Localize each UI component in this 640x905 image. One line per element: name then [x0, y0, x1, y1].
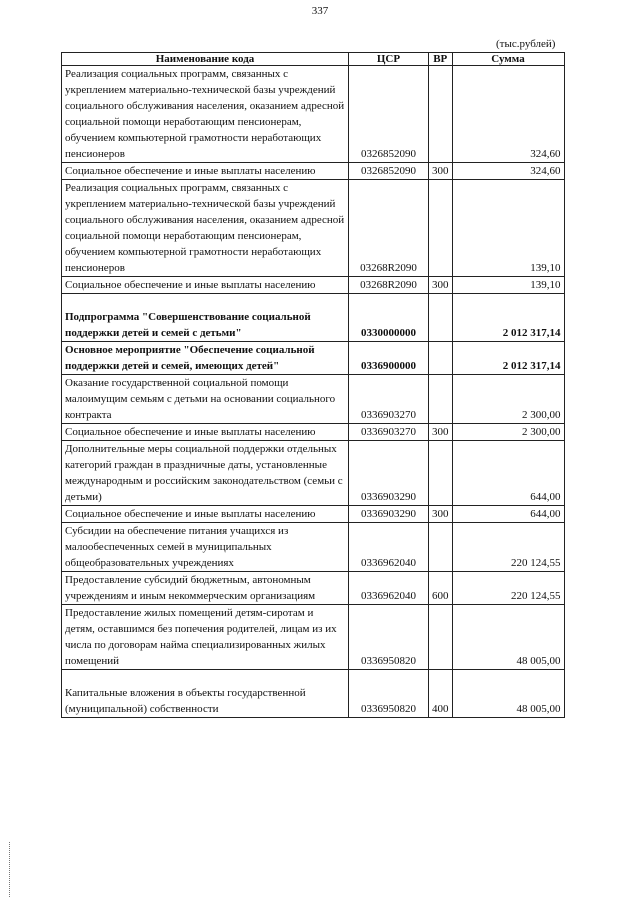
- row-name-cell: Субсидии на обеспечение питания учащихся из малообеспеченных семей в муниципальных общеобразовательных учреждениях: [62, 523, 349, 572]
- row-vr-cell: 400: [429, 670, 453, 718]
- row-name-cell: Социальное обеспечение и иные выплаты населению: [62, 163, 349, 180]
- row-sum-cell: 644,00: [452, 441, 564, 506]
- row-sum-cell: 2 012 317,14: [452, 294, 564, 342]
- row-csr-cell: 03268R2090: [349, 277, 429, 294]
- header-csr: ЦСР: [349, 53, 429, 66]
- table-row: [62, 342, 565, 375]
- row-name-cell: Социальное обеспечение и иные выплаты населению: [62, 424, 349, 441]
- row-vr-cell: 600: [429, 572, 453, 605]
- row-vr-cell: 300: [429, 163, 453, 180]
- table-row: [62, 670, 565, 718]
- row-csr-cell: 0326852090: [349, 163, 429, 180]
- header-sum: Сумма: [452, 53, 564, 66]
- row-vr-cell: [429, 66, 453, 163]
- row-csr-cell: 03268R2090: [349, 180, 429, 277]
- row-csr-cell: 0336950820: [349, 670, 429, 718]
- table-row: [62, 294, 565, 342]
- row-name-cell: Подпрограмма "Совершенствование социальной поддержки детей и семей с детьми": [62, 294, 349, 342]
- header-name: Наименование кода: [62, 53, 349, 66]
- row-name-cell: Капитальные вложения в объекты государственной (муниципальной) собственности: [62, 670, 349, 718]
- margin-mark: [9, 842, 11, 897]
- row-vr-cell: 300: [429, 277, 453, 294]
- row-name-cell: Предоставление жилых помещений детям-сиротам и детям, оставшимся без попечения родителей, лицам из их числа по договорам найма специализированных жилых помещений: [62, 605, 349, 670]
- row-csr-cell: 0336900000: [349, 342, 429, 375]
- row-csr-cell: 0336962040: [349, 572, 429, 605]
- budget-table: [61, 52, 565, 718]
- table-row: [62, 441, 565, 506]
- row-csr-cell: 0336950820: [349, 605, 429, 670]
- table-row: [62, 506, 565, 523]
- row-sum-cell: 48 005,00: [452, 605, 564, 670]
- row-vr-cell: [429, 342, 453, 375]
- table-body: [62, 66, 565, 718]
- row-sum-cell: 2 300,00: [452, 375, 564, 424]
- row-sum-cell: 220 124,55: [452, 572, 564, 605]
- row-vr-cell: [429, 180, 453, 277]
- row-sum-cell: 48 005,00: [452, 670, 564, 718]
- row-vr-cell: [429, 523, 453, 572]
- table-row: [62, 424, 565, 441]
- row-csr-cell: 0336903290: [349, 441, 429, 506]
- row-csr-cell: 0336903270: [349, 424, 429, 441]
- row-name-cell: Основное мероприятие "Обеспечение социальной поддержки детей и семей, имеющих детей": [62, 342, 349, 375]
- row-name-cell: Социальное обеспечение и иные выплаты населению: [62, 277, 349, 294]
- row-vr-cell: 300: [429, 424, 453, 441]
- row-sum-cell: 139,10: [452, 277, 564, 294]
- row-csr-cell: 0336962040: [349, 523, 429, 572]
- header-vr: ВР: [429, 53, 453, 66]
- row-sum-cell: 2 300,00: [452, 424, 564, 441]
- row-sum-cell: 324,60: [452, 163, 564, 180]
- row-csr-cell: 0330000000: [349, 294, 429, 342]
- row-vr-cell: [429, 375, 453, 424]
- row-name-cell: Дополнительные меры социальной поддержки отдельных категорий граждан в праздничные даты, установленные международным и российским законодательством (семьи с детьми): [62, 441, 349, 506]
- table-row: [62, 605, 565, 670]
- row-vr-cell: [429, 605, 453, 670]
- row-sum-cell: 644,00: [452, 506, 564, 523]
- page-number: 337: [311, 5, 329, 17]
- row-name-cell: Предоставление субсидий бюджетным, автономным учреждениям и иным некоммерческим организациям: [62, 572, 349, 605]
- row-name-cell: Оказание государственной социальной помощи малоимущим семьям с детьми на основании социального контракта: [62, 375, 349, 424]
- table-row: [62, 523, 565, 572]
- table-row: [62, 180, 565, 277]
- row-csr-cell: 0336903290: [349, 506, 429, 523]
- units-label: (тыс.рублей): [496, 38, 556, 50]
- table-row: [62, 572, 565, 605]
- table-row: [62, 66, 565, 163]
- row-sum-cell: 220 124,55: [452, 523, 564, 572]
- row-csr-cell: 0326852090: [349, 66, 429, 163]
- table-row: [62, 375, 565, 424]
- row-csr-cell: 0336903270: [349, 375, 429, 424]
- table-header-row: [62, 53, 565, 66]
- table-row: [62, 163, 565, 180]
- row-name-cell: Реализация социальных программ, связанных с укреплением материально-технической базы учреждений социального обслуживания населения, оказанием адресной социальной помощи неработающим пенсионерам, обучением компьютерной грамотности неработающих пенсионеров: [62, 180, 349, 277]
- row-sum-cell: 324,60: [452, 66, 564, 163]
- row-name-cell: Социальное обеспечение и иные выплаты населению: [62, 506, 349, 523]
- table-row: [62, 277, 565, 294]
- row-sum-cell: 139,10: [452, 180, 564, 277]
- row-sum-cell: 2 012 317,14: [452, 342, 564, 375]
- row-vr-cell: [429, 294, 453, 342]
- row-vr-cell: 300: [429, 506, 453, 523]
- row-vr-cell: [429, 441, 453, 506]
- row-name-cell: Реализация социальных программ, связанных с укреплением материально-технической базы учреждений социального обслуживания населения, оказанием адресной социальной помощи неработающим пенсионерам, обучением компьютерной грамотности неработающих пенсионеров: [62, 66, 349, 163]
